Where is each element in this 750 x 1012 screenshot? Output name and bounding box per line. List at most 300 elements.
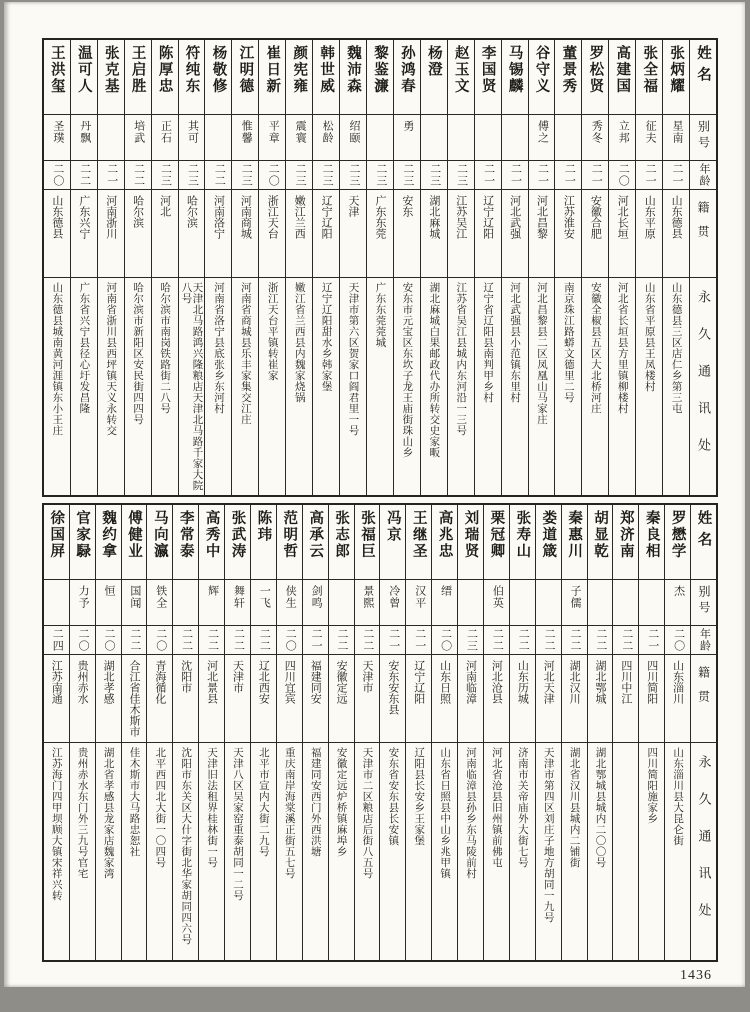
person-name-cell <box>458 505 483 579</box>
person-name-cell <box>152 40 178 114</box>
person-alias-cell <box>448 114 474 160</box>
person-native-place-cell-text: 湖北孝感 <box>102 660 115 704</box>
person-address-cell <box>179 277 205 495</box>
name-row-header <box>690 40 716 114</box>
person-alias-cell <box>510 579 535 625</box>
person-alias-cell-text: 景熙 <box>361 585 374 609</box>
person-native-place-cell <box>44 189 70 277</box>
person-address-cell-text: 沈阳市东关区大什字街北华家胡同四六号 <box>180 747 192 945</box>
person-address-cell <box>71 277 97 495</box>
person-age-cell-text: 二三 <box>401 163 414 187</box>
person-age-cell <box>96 625 121 654</box>
person-name-cell <box>562 505 587 579</box>
person-name-cell-text: 王继圣 <box>410 510 427 560</box>
person-address-cell-text: 安徽定远炉桥镇麻埠乡 <box>335 747 347 857</box>
person-column <box>97 40 124 495</box>
person-native-place-cell <box>555 189 581 277</box>
person-name-cell <box>510 505 535 579</box>
person-age-cell-text: 二二 <box>491 628 504 652</box>
person-native-place-cell <box>44 654 69 742</box>
person-alias-cell <box>355 579 380 625</box>
person-alias-cell <box>71 114 97 160</box>
person-column <box>635 40 662 495</box>
person-alias-cell <box>475 114 501 160</box>
person-name-cell-text: 张寿山 <box>514 510 531 560</box>
person-native-place-cell <box>71 189 97 277</box>
person-alias-cell-text: 培武 <box>132 120 145 144</box>
person-native-place-cell-text: 四川中江 <box>619 660 632 704</box>
person-address-cell <box>582 277 608 495</box>
person-native-place-cell <box>199 654 224 742</box>
person-alias-cell <box>588 579 613 625</box>
person-column <box>608 40 635 495</box>
person-name-cell <box>529 40 555 114</box>
person-address-cell <box>152 277 178 495</box>
person-name-cell <box>355 505 380 579</box>
person-column <box>509 505 535 960</box>
person-name-cell <box>432 505 457 579</box>
person-address-cell-text: 河南临漳县孙乡东马陵前村 <box>465 747 477 879</box>
person-alias-cell-text: 铁全 <box>154 585 167 609</box>
person-native-place-cell-text: 哈尔滨 <box>185 195 198 228</box>
person-address-cell <box>458 742 483 960</box>
person-alias-cell <box>96 579 121 625</box>
person-address-cell-text: 安东市元宝区东坎子龙王庙街珠山乡 <box>401 282 413 458</box>
person-name-cell-text: 徐国屏 <box>48 510 65 560</box>
person-address-cell <box>98 277 124 495</box>
person-native-place-cell-text: 辽宁辽阳 <box>412 660 425 704</box>
person-column <box>528 40 555 495</box>
person-address-cell-text: 天津市第六区贺家口阎君里一号 <box>347 282 359 436</box>
person-column <box>561 505 587 960</box>
person-age-cell <box>555 160 581 189</box>
person-age-cell <box>609 160 635 189</box>
person-address-cell-text: 天津市二区粮店后街八五号 <box>361 747 373 879</box>
person-age-cell-text: 二〇 <box>284 628 297 652</box>
bottom-directory-table <box>42 503 718 962</box>
person-age-cell <box>286 160 312 189</box>
row-headers-column <box>689 40 716 495</box>
person-address-cell <box>639 742 664 960</box>
person-column <box>664 505 690 960</box>
person-age-cell <box>355 625 380 654</box>
person-native-place-cell <box>406 654 431 742</box>
person-column <box>483 505 509 960</box>
person-address-cell-text: 北平市宣内大街二九号 <box>257 747 269 857</box>
person-name-cell-text: 董景秀 <box>560 45 577 95</box>
person-name-cell <box>639 505 664 579</box>
person-native-place-cell <box>173 654 198 742</box>
person-address-cell <box>609 277 635 495</box>
person-alias-cell <box>199 579 224 625</box>
person-name-cell <box>406 505 431 579</box>
person-name-cell <box>259 40 285 114</box>
person-name-cell <box>303 505 328 579</box>
person-alias-cell-text: 子儒 <box>569 585 582 609</box>
person-alias-cell-text: 恒 <box>103 585 115 597</box>
person-name-cell <box>205 40 231 114</box>
person-age-cell <box>147 625 172 654</box>
person-native-place-cell <box>152 189 178 277</box>
person-alias-cell-text: 力予 <box>77 585 90 609</box>
person-address-cell <box>502 277 528 495</box>
person-alias-cell-text: 平章 <box>267 120 280 144</box>
person-native-place-cell-text: 天津 <box>347 195 360 217</box>
person-address-cell <box>555 277 581 495</box>
person-column <box>69 505 95 960</box>
person-age-cell <box>510 625 535 654</box>
person-native-place-cell <box>313 189 339 277</box>
person-native-place-cell <box>340 189 366 277</box>
person-native-place-cell-text: 江苏吴江 <box>454 195 467 239</box>
person-age-cell-text: 二一 <box>105 163 118 187</box>
person-column <box>121 505 147 960</box>
person-column <box>474 40 501 495</box>
person-column <box>457 505 483 960</box>
person-column <box>405 505 431 960</box>
person-age-cell-text: 二三 <box>374 163 387 187</box>
person-age-cell-text: 二四 <box>51 628 64 652</box>
person-name-cell <box>475 40 501 114</box>
person-address-cell-text: 辽宁省辽阳县南判甲乡村 <box>482 282 494 403</box>
person-column <box>420 40 447 495</box>
person-address-cell <box>251 742 276 960</box>
person-native-place-cell-text: 湖北汉川 <box>568 660 581 704</box>
person-address-cell <box>125 277 151 495</box>
person-name-cell-text: 陈玮 <box>255 510 272 543</box>
person-alias-cell <box>303 579 328 625</box>
person-native-place-cell <box>609 189 635 277</box>
person-age-cell-text: 二二 <box>180 628 193 652</box>
person-name-cell <box>613 505 638 579</box>
native-place-row-header-text: 籍贯 <box>696 201 711 249</box>
person-alias-cell <box>205 114 231 160</box>
person-age-cell-text: 二二 <box>213 163 226 187</box>
person-alias-cell-text: 正石 <box>159 120 172 144</box>
person-column <box>172 505 198 960</box>
person-alias-cell <box>639 579 664 625</box>
person-alias-cell <box>394 114 420 160</box>
person-address-cell <box>475 277 501 495</box>
person-native-place-cell-text: 天津市 <box>360 660 373 693</box>
person-alias-cell <box>232 114 258 160</box>
person-alias-cell <box>536 579 561 625</box>
person-age-cell <box>484 625 509 654</box>
person-name-cell-text: 张炳耀 <box>668 45 685 95</box>
person-native-place-cell-text: 沈阳市 <box>179 660 192 693</box>
person-name-cell-text: 娄道箴 <box>540 510 557 560</box>
person-address-cell <box>536 742 561 960</box>
person-name-cell <box>588 505 613 579</box>
person-address-cell-text: 湖北麻城白果邮政代办所转交史家畈 <box>428 282 440 458</box>
person-address-cell-text: 辽阳县长安乡王家堡 <box>413 747 425 846</box>
person-address-cell-text: 安东省安东县长安镇 <box>387 747 399 846</box>
person-name-cell-text: 官家騄 <box>74 510 91 560</box>
person-native-place-cell <box>205 189 231 277</box>
person-column <box>302 505 328 960</box>
person-address-cell-text: 北平西四北大街一〇四号 <box>154 747 166 868</box>
person-name-cell-text: 张志郎 <box>333 510 350 560</box>
person-address-cell-text: 辽宁辽阳甜水乡韩家堡 <box>320 282 332 392</box>
person-name-cell <box>98 40 124 114</box>
person-age-cell <box>173 625 198 654</box>
address-row-header-text: 永久通讯处 <box>696 755 712 940</box>
person-native-place-cell-text: 安徽合肥 <box>589 195 602 239</box>
person-address-cell-text: 四川简阳施家乡 <box>646 747 658 824</box>
person-native-place-cell <box>484 654 509 742</box>
person-address-cell-text: 天津旧法租界桂林街一号 <box>206 747 218 868</box>
person-age-cell <box>70 625 95 654</box>
person-column <box>124 40 151 495</box>
person-column <box>638 505 664 960</box>
person-name-cell-text: 陈厚忠 <box>156 45 173 95</box>
person-age-cell <box>536 625 561 654</box>
person-native-place-cell <box>639 654 664 742</box>
person-native-place-cell <box>663 189 689 277</box>
person-alias-cell-text: 杰 <box>672 585 685 597</box>
row-headers-column <box>690 505 716 960</box>
person-alias-cell <box>609 114 635 160</box>
person-name-cell <box>502 40 528 114</box>
person-age-cell-text: 二一 <box>644 163 657 187</box>
age-row-header <box>691 625 716 654</box>
person-native-place-cell <box>125 189 151 277</box>
person-age-cell <box>225 625 250 654</box>
person-age-cell-text: 二二 <box>543 628 556 652</box>
person-age-cell <box>421 160 447 189</box>
person-name-cell <box>582 40 608 114</box>
person-native-place-cell <box>380 654 405 742</box>
person-alias-cell <box>562 579 587 625</box>
person-age-cell <box>44 160 70 189</box>
person-name-cell-text: 王启胜 <box>129 45 146 95</box>
person-name-cell-text: 魏约拿 <box>100 510 117 560</box>
person-alias-cell <box>251 579 276 625</box>
person-alias-cell-text: 傅之 <box>536 120 549 144</box>
person-name-cell <box>555 40 581 114</box>
person-name-cell-text: 马向瀛 <box>151 510 168 560</box>
person-address-cell-text: 山东淄川县大昆仑街 <box>672 747 684 846</box>
person-address-cell-text: 重庆南岸海棠溪正街五七号 <box>283 747 295 879</box>
person-native-place-cell <box>367 189 393 277</box>
person-age-cell <box>639 625 664 654</box>
person-alias-cell-text: 绍颐 <box>347 120 360 144</box>
person-address-cell-text: 佳木斯市大马路忠恕社 <box>128 747 140 857</box>
person-column <box>312 40 339 495</box>
person-alias-cell <box>125 114 151 160</box>
person-native-place-cell-text: 江苏南通 <box>50 660 63 704</box>
person-column <box>501 40 528 495</box>
person-alias-cell <box>173 579 198 625</box>
person-address-cell-text: 河北昌黎县二区凤凰山马家庄 <box>536 282 547 425</box>
person-native-place-cell-text: 河北 <box>158 195 171 217</box>
person-column <box>250 505 276 960</box>
person-address-cell <box>44 277 70 495</box>
person-alias-cell-text: 秀冬 <box>590 120 603 144</box>
person-native-place-cell <box>179 189 205 277</box>
person-native-place-cell-text: 安徽定远 <box>335 660 348 704</box>
person-age-cell-text: 二三 <box>347 163 360 187</box>
person-native-place-cell-text: 河北景县 <box>205 660 218 704</box>
person-address-cell <box>259 277 285 495</box>
person-age-cell-text: 二〇 <box>439 628 452 652</box>
person-address-cell <box>394 277 420 495</box>
person-column <box>612 505 638 960</box>
person-native-place-cell-text: 河南浙川 <box>104 195 117 239</box>
person-name-cell <box>122 505 147 579</box>
person-column <box>258 40 285 495</box>
person-age-cell-text: 二二 <box>336 628 349 652</box>
person-column <box>231 40 258 495</box>
person-age-cell <box>125 160 151 189</box>
person-alias-cell <box>367 114 393 160</box>
person-native-place-cell-text: 河北天津 <box>542 660 555 704</box>
person-name-cell <box>147 505 172 579</box>
person-age-cell-text: 二〇 <box>51 163 64 187</box>
person-column <box>587 505 613 960</box>
person-name-cell-text: 栗冠卿 <box>488 510 505 560</box>
person-native-place-cell-text: 河北沧县 <box>490 660 503 704</box>
person-age-cell <box>380 625 405 654</box>
directory-tables <box>42 38 718 962</box>
person-name-cell-text: 范明哲 <box>281 510 298 560</box>
person-address-cell <box>205 277 231 495</box>
page-number: 1436 <box>680 968 712 983</box>
person-native-place-cell <box>458 654 483 742</box>
person-column <box>198 505 224 960</box>
person-address-cell-text: 河北武强县小范镇东里村 <box>509 282 521 403</box>
person-age-cell <box>582 160 608 189</box>
person-name-cell <box>125 40 151 114</box>
person-address-cell <box>96 742 121 960</box>
person-name-cell-text: 魏沛森 <box>345 45 362 95</box>
person-alias-cell <box>636 114 662 160</box>
person-name-cell-text: 罗懋学 <box>669 510 686 560</box>
person-alias-cell <box>259 114 285 160</box>
person-age-cell <box>71 160 97 189</box>
person-native-place-cell-text: 天津市 <box>231 660 244 693</box>
person-alias-cell-text: 立邦 <box>617 120 630 144</box>
person-age-cell-text: 二二 <box>78 163 91 187</box>
person-native-place-cell-text: 福建同安 <box>309 660 322 704</box>
person-age-cell <box>367 160 393 189</box>
person-address-cell-text: 哈尔滨市南岗铁路街二八号 <box>159 282 171 414</box>
native-place-row-header-text: 籍贯 <box>696 666 711 714</box>
person-column <box>554 40 581 495</box>
person-age-cell <box>179 160 205 189</box>
person-native-place-cell <box>232 189 258 277</box>
person-address-cell-text: 湖北省孝感县龙家店魏家湾 <box>102 747 114 879</box>
person-age-cell <box>251 625 276 654</box>
person-address-cell <box>421 277 447 495</box>
person-address-cell-text: 河北省沧县旧州镇前佛屯 <box>490 747 502 868</box>
person-name-cell-text: 杨敬修 <box>210 45 227 95</box>
person-alias-cell-text: 冷曾 <box>387 585 400 609</box>
person-address-cell <box>277 742 302 960</box>
person-name-cell <box>173 505 198 579</box>
person-age-cell <box>636 160 662 189</box>
person-alias-cell <box>458 579 483 625</box>
person-age-cell-text: 二二 <box>206 628 219 652</box>
person-name-cell-text: 谷守义 <box>533 45 550 95</box>
person-alias-cell-text: 震寰 <box>294 120 307 144</box>
person-age-cell-text: 二三 <box>294 163 307 187</box>
person-name-cell <box>286 40 312 114</box>
person-alias-cell-text: 舞轩 <box>232 585 245 609</box>
person-native-place-cell-text: 湖北麻城 <box>427 195 440 239</box>
person-address-cell <box>367 277 393 495</box>
person-age-cell <box>394 160 420 189</box>
person-age-cell <box>529 160 555 189</box>
person-alias-cell <box>329 579 354 625</box>
person-age-cell <box>588 625 613 654</box>
person-age-cell <box>448 160 474 189</box>
person-age-cell-text: 二一 <box>646 628 659 652</box>
person-column <box>70 40 97 495</box>
person-native-place-cell <box>588 654 613 742</box>
person-column <box>285 40 312 495</box>
person-name-cell-text: 黎鉴濂 <box>371 45 388 95</box>
person-alias-cell <box>663 114 689 160</box>
person-address-cell-text: 山东省日照县中山乡兆甲镇 <box>439 747 451 879</box>
person-native-place-cell <box>329 654 354 742</box>
person-native-place-cell <box>502 189 528 277</box>
person-age-cell-text: 二三 <box>465 628 478 652</box>
person-alias-cell-text: 松龄 <box>321 120 334 144</box>
person-address-cell-text: 哈尔滨市新阳区安民街四四号 <box>132 282 144 425</box>
person-native-place-cell <box>277 654 302 742</box>
person-native-place-cell-text: 哈尔滨 <box>131 195 144 228</box>
person-name-cell <box>394 40 420 114</box>
address-row-header-text: 永久通讯处 <box>696 290 712 475</box>
person-native-place-cell-text: 江苏淮安 <box>562 195 575 239</box>
alias-row-header <box>691 579 716 625</box>
person-age-cell-text: 二二 <box>128 628 141 652</box>
person-address-cell-text: 河南省洛宁县底张乡东河村 <box>212 282 224 414</box>
person-age-cell-text: 二一 <box>310 628 323 652</box>
person-alias-cell <box>665 579 690 625</box>
person-native-place-cell-text: 河南洛宁 <box>212 195 225 239</box>
person-address-cell <box>199 742 224 960</box>
person-age-cell-text: 二〇 <box>77 628 90 652</box>
person-age-cell-text: 二一 <box>590 163 603 187</box>
person-address-cell-text: 湖北省汉川县城内二铺街 <box>568 747 580 868</box>
person-address-cell <box>286 277 312 495</box>
person-alias-cell-text: 侠生 <box>284 585 297 609</box>
person-native-place-cell <box>510 654 535 742</box>
person-age-cell-text: 二二 <box>232 628 245 652</box>
person-address-cell <box>147 742 172 960</box>
person-address-cell-text: 浙江天台平镇转崔家 <box>266 282 278 381</box>
alias-row-header <box>690 114 716 160</box>
person-address-cell <box>562 742 587 960</box>
person-column <box>276 505 302 960</box>
person-address-cell-text: 河北省长垣县方里镇柳楼村 <box>616 282 628 414</box>
person-address-cell-text: 江苏省吴江县城内东河沿一三号 <box>455 282 467 436</box>
person-native-place-cell <box>147 654 172 742</box>
person-native-place-cell <box>355 654 380 742</box>
person-native-place-cell <box>394 189 420 277</box>
person-name-cell-text: 杨澄 <box>425 45 442 78</box>
person-alias-cell <box>432 579 457 625</box>
person-address-cell-text: 南京珠江路蟒文德里二号 <box>562 282 574 403</box>
person-native-place-cell-text: 四川简阳 <box>645 660 658 704</box>
person-name-cell <box>380 505 405 579</box>
person-native-place-cell-text: 河南临漳 <box>464 660 477 704</box>
person-age-cell-text: 二一 <box>413 628 426 652</box>
person-name-cell-text: 秦惠川 <box>566 510 583 560</box>
person-column <box>328 505 354 960</box>
